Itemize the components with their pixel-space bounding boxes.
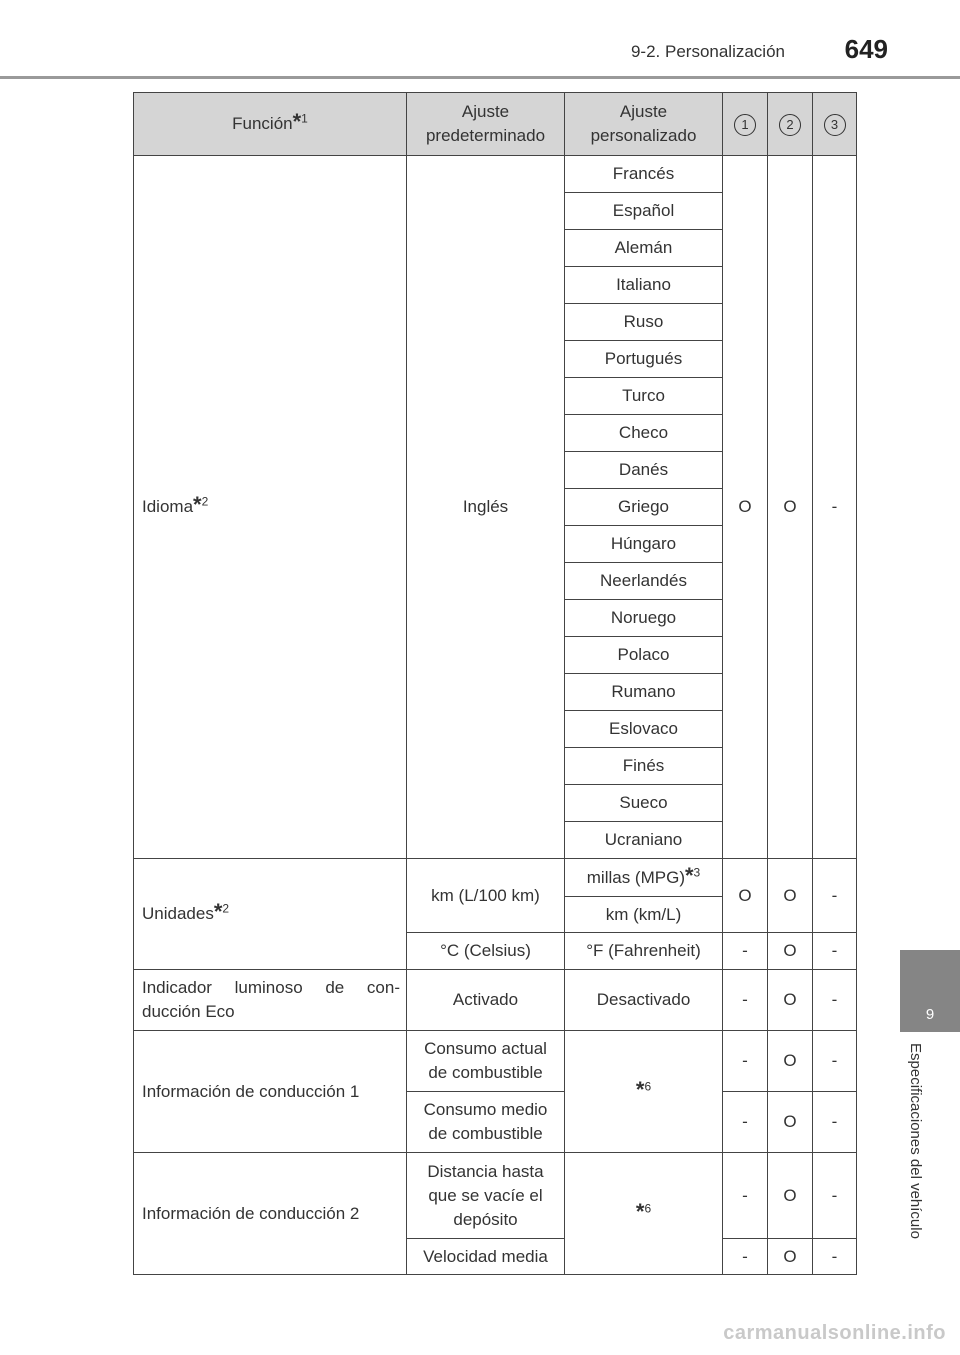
table-header-row [134,93,857,156]
drive1-r2-c1: - [723,1092,768,1153]
table-row [134,1031,857,1092]
language-option: Español [565,193,723,230]
table-row [134,156,857,193]
customization-table [133,92,857,1275]
page-header [0,0,960,78]
drive2-opt2: Velocidad media [407,1239,565,1275]
drive1-r1-c3: - [813,1031,857,1092]
drive2-r2-c2: O [768,1239,813,1275]
drive2-r1-c2: O [768,1153,813,1239]
eco-label: Indicador luminoso de con- ducción Eco [134,970,407,1031]
header-custom: Ajuste personalizado [565,93,723,156]
language-option: Sueco [565,785,723,822]
language-option: Italiano [565,267,723,304]
language-default: Inglés [407,156,565,859]
table-row [134,1153,857,1239]
language-option: Turco [565,378,723,415]
header-col3 [813,93,857,156]
language-option: Griego [565,489,723,526]
drive2-r2-c1: - [723,1239,768,1275]
page-number: 649 [844,34,888,64]
language-option: Ruso [565,304,723,341]
table-row [134,970,857,1031]
eco-custom: Desactivado [565,970,723,1031]
language-option: Checo [565,415,723,452]
chapter-label-text: Especificaciones del vehículo [907,1043,924,1239]
language-c2: O [768,156,813,859]
units-c1: O [723,859,768,933]
units-c2: O [768,859,813,933]
temp-c3: - [813,933,857,970]
drive1-label: Información de conducción 1 [134,1031,407,1153]
eco-default: Activado [407,970,565,1031]
drive1-r1-c2: O [768,1031,813,1092]
eco-c1: - [723,970,768,1031]
header-default: Ajuste predeterminado [407,93,565,156]
language-option: Portugués [565,341,723,378]
language-option: Finés [565,748,723,785]
drive2-custom: *$^6$ [565,1153,723,1275]
units-custom-kmkml: km (km/L) [565,897,723,933]
chapter-label [905,1043,929,1283]
language-option: Danés [565,452,723,489]
temp-custom: °F (Fahrenheit) [565,933,723,970]
drive1-custom: *$^6$ [565,1031,723,1153]
header-function: Función*$^1$ [134,93,407,156]
language-option: Rumano [565,674,723,711]
language-label: Idioma*$^2$ [134,156,407,859]
watermark-logo: carmanualsonline.info [723,1322,946,1344]
drive1-opt2: Consumo medio de combustible [407,1092,565,1153]
header-col2 [768,93,813,156]
language-option: Francés [565,156,723,193]
drive1-r1-c1: - [723,1031,768,1092]
units-label: Unidades*$^2$ [134,859,407,970]
drive1-opt1: Consumo actual de combustible [407,1031,565,1092]
language-option: Neerlandés [565,563,723,600]
language-option: Eslovaco [565,711,723,748]
eco-c2: O [768,970,813,1031]
drive2-r2-c3: - [813,1239,857,1275]
language-option: Alemán [565,230,723,267]
drive2-r1-c1: - [723,1153,768,1239]
drive2-r1-c3: - [813,1153,857,1239]
drive2-opt1: Distancia hasta que se vacíe el depósito [407,1153,565,1239]
drive2-label: Información de conducción 2 [134,1153,407,1275]
drive1-r2-c2: O [768,1092,813,1153]
language-option: Noruego [565,600,723,637]
chapter-number: 9 [925,1006,935,1023]
language-option: Ucraniano [565,822,723,859]
units-c3: - [813,859,857,933]
language-c3: - [813,156,857,859]
temp-c2: O [768,933,813,970]
temp-default: °C (Celsius) [407,933,565,970]
header-col1 [723,93,768,156]
units-custom-mpg: millas (MPG)*$^3$ [565,859,723,897]
header-rule [0,76,960,79]
units-default: km (L/100 km) [407,859,565,933]
circled-2-icon: 2 [779,114,801,136]
language-option: Húngaro [565,526,723,563]
language-option: Polaco [565,637,723,674]
drive1-r2-c3: - [813,1092,857,1153]
table-row [134,859,857,897]
temp-c1: - [723,933,768,970]
language-c1: O [723,156,768,859]
section-title: 9-2. Personalización [630,42,785,61]
circled-3-icon: 3 [824,114,846,136]
eco-c3: - [813,970,857,1031]
circled-1-icon: 1 [734,114,756,136]
